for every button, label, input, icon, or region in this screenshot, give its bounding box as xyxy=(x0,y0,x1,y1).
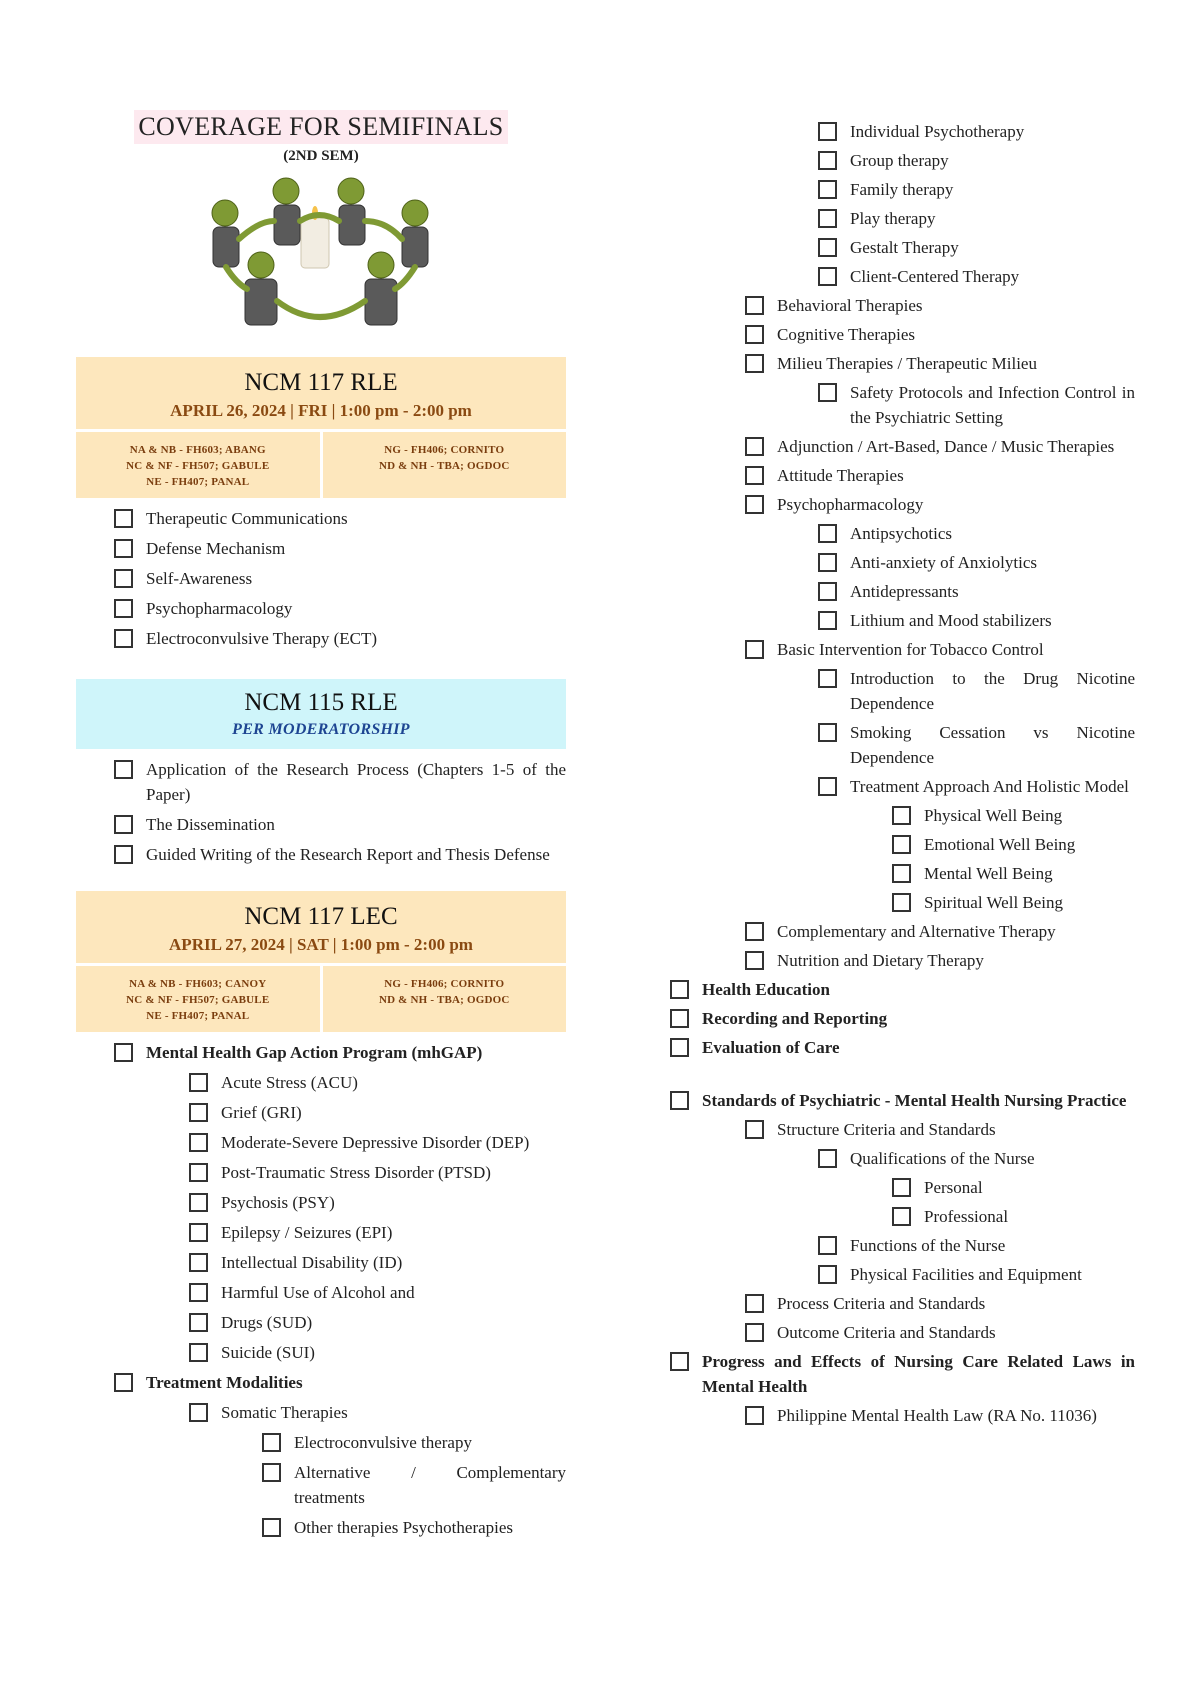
checklist-item xyxy=(818,579,1135,604)
checklist-item xyxy=(745,948,1135,973)
checklist xyxy=(76,1040,566,1540)
item-label: Other therapies Psychotherapies xyxy=(294,1518,514,1537)
checkbox[interactable] xyxy=(818,1265,837,1284)
page-subtitle: (2ND SEM) xyxy=(283,148,359,164)
checkbox[interactable] xyxy=(670,1038,689,1057)
room-entry: NA & NB - FH603; ABANG xyxy=(129,444,266,456)
item-label: Psychosis (PSY) xyxy=(221,1193,335,1212)
checklist-item xyxy=(76,1280,566,1305)
item-label: Self-Awareness xyxy=(146,569,253,588)
item-label: Intellectual Disability (ID) xyxy=(221,1253,403,1272)
checklist-item xyxy=(76,1040,566,1065)
checkbox[interactable] xyxy=(114,815,133,834)
checkbox[interactable] xyxy=(818,267,837,286)
checkbox[interactable] xyxy=(262,1518,281,1537)
checklist-item xyxy=(670,1088,1135,1113)
item-label: Electroconvulsive therapy xyxy=(294,1433,472,1452)
checklist-item xyxy=(76,842,566,867)
room-assignments xyxy=(76,966,566,1032)
section-header xyxy=(76,891,566,963)
item-label: Adjunction / Art-Based, Dance / Music Therapies xyxy=(777,437,1115,456)
checkbox[interactable] xyxy=(818,383,837,402)
item-label: Behavioral Therapies xyxy=(777,296,923,315)
checklist-item xyxy=(745,351,1135,376)
item-label: Qualifications of the Nurse xyxy=(850,1149,1035,1168)
checkbox[interactable] xyxy=(670,980,689,999)
item-label: Milieu Therapies / Therapeutic Milieu xyxy=(777,354,1037,373)
header xyxy=(76,110,566,343)
checklist-item xyxy=(818,206,1135,231)
checkbox[interactable] xyxy=(189,1343,208,1362)
room-entry: NA & NB - FH603; CANOY xyxy=(129,978,267,990)
item-label: Spiritual Well Being xyxy=(924,893,1064,912)
checklist-item xyxy=(670,1349,1135,1399)
item-label: Treatment Approach And Holistic Model xyxy=(850,777,1129,796)
item-label: Attitude Therapies xyxy=(777,466,904,485)
checkbox[interactable] xyxy=(818,553,837,572)
item-label: Standards of Psychiatric - Mental Health Nursing Practice xyxy=(702,1091,1127,1110)
item-label: Acute Stress (ACU) xyxy=(221,1073,358,1092)
checklist-item xyxy=(745,1403,1135,1428)
checkbox[interactable] xyxy=(745,922,764,941)
checkbox[interactable] xyxy=(892,864,911,883)
checklist-item xyxy=(818,119,1135,144)
item-label: Antidepressants xyxy=(850,582,959,601)
ncm117-rle-section xyxy=(76,357,566,651)
checklist-item xyxy=(76,757,566,807)
checkbox[interactable] xyxy=(189,1283,208,1302)
checkbox[interactable] xyxy=(818,151,837,170)
checklist-item xyxy=(76,1400,566,1425)
checkbox[interactable] xyxy=(818,611,837,630)
checkbox[interactable] xyxy=(114,760,133,779)
checkbox[interactable] xyxy=(818,777,837,796)
item-label: Nutrition and Dietary Therapy xyxy=(777,951,984,970)
checkbox[interactable] xyxy=(818,1236,837,1255)
item-label: Progress and Effects of Nursing Care Related Laws in Mental Health xyxy=(702,1352,1135,1396)
item-label: Grief (GRI) xyxy=(221,1103,302,1122)
item-label: Therapeutic Communications xyxy=(146,509,348,528)
checklist-item xyxy=(76,1100,566,1125)
item-label: Evaluation of Care xyxy=(702,1038,840,1057)
checklist-item xyxy=(76,1250,566,1275)
checklist-item xyxy=(745,1117,1135,1142)
item-label: Psychopharmacology xyxy=(146,599,293,618)
item-label: Recording and Reporting xyxy=(702,1009,888,1028)
checklist-item xyxy=(76,1310,566,1335)
item-label: Application of the Research Process (Chapters 1-5 of the Paper) xyxy=(146,760,566,804)
checkbox[interactable] xyxy=(745,437,764,456)
checkbox[interactable] xyxy=(745,354,764,373)
checklist-item xyxy=(76,1460,566,1510)
item-label: Alternative / Complementary treatments xyxy=(294,1463,566,1507)
checklist-item xyxy=(818,1262,1135,1287)
checkbox[interactable] xyxy=(892,835,911,854)
checkbox[interactable] xyxy=(745,1323,764,1342)
checkbox[interactable] xyxy=(189,1223,208,1242)
page-title: COVERAGE FOR SEMIFINALS xyxy=(134,110,507,144)
checklist-item xyxy=(892,861,1135,886)
checklist xyxy=(76,757,566,867)
item-label: Physical Facilities and Equipment xyxy=(850,1265,1082,1284)
checklist-item xyxy=(892,890,1135,915)
checklist-item xyxy=(745,492,1135,517)
item-label: Basic Intervention for Tobacco Control xyxy=(777,640,1044,659)
item-label: Outcome Criteria and Standards xyxy=(777,1323,996,1342)
room-list-right xyxy=(323,966,567,1032)
checklist-item xyxy=(745,322,1135,347)
item-label: Drugs (SUD) xyxy=(221,1313,313,1332)
item-label: Introduction to the Drug Nicotine Dependence xyxy=(850,669,1135,713)
checkbox[interactable] xyxy=(892,806,911,825)
checkbox[interactable] xyxy=(745,325,764,344)
checklist-item xyxy=(76,506,566,531)
checklist-item xyxy=(892,832,1135,857)
checkbox[interactable] xyxy=(818,122,837,141)
checklist-item xyxy=(818,1146,1135,1171)
spacer xyxy=(670,1064,1135,1084)
checklist-item xyxy=(76,566,566,591)
room-entry: NC & NF - FH507; GABULE xyxy=(126,994,270,1006)
item-label: Individual Psychotherapy xyxy=(850,122,1025,141)
checklist-item xyxy=(76,596,566,621)
room-entry: ND & NH - TBA; OGDOC xyxy=(378,460,510,472)
item-label: Somatic Therapies xyxy=(221,1403,348,1422)
checklist-item xyxy=(818,666,1135,716)
checklist-item xyxy=(818,521,1135,546)
checkbox[interactable] xyxy=(114,629,133,648)
item-label: Functions of the Nurse xyxy=(850,1236,1006,1255)
checklist-item xyxy=(745,637,1135,662)
checkbox[interactable] xyxy=(818,1149,837,1168)
checklist-item xyxy=(76,1340,566,1365)
section-subtitle: PER MODERATORSHIP xyxy=(232,721,410,738)
section-header xyxy=(76,357,566,429)
item-label: Emotional Well Being xyxy=(924,835,1076,854)
checklist-item xyxy=(818,720,1135,770)
item-label: Philippine Mental Health Law (RA No. 11036) xyxy=(777,1406,1097,1425)
checkbox[interactable] xyxy=(818,582,837,601)
checkbox[interactable] xyxy=(189,1133,208,1152)
checklist-item xyxy=(670,977,1135,1002)
checklist-item xyxy=(76,1190,566,1215)
item-label: Antipsychotics xyxy=(850,524,952,543)
ncm117-lec-section xyxy=(76,891,566,1540)
checklist xyxy=(76,506,566,651)
item-label: Health Education xyxy=(702,980,830,999)
checkbox[interactable] xyxy=(114,599,133,618)
checklist-item xyxy=(892,1204,1135,1229)
item-label: Process Criteria and Standards xyxy=(777,1294,986,1313)
checklist-item xyxy=(76,812,566,837)
room-list-left xyxy=(76,432,320,498)
room-entry: ND & NH - TBA; OGDOC xyxy=(378,994,510,1006)
item-label: Client-Centered Therapy xyxy=(850,267,1020,286)
room-list-right xyxy=(323,432,567,498)
section-title: NCM 115 RLE xyxy=(244,689,398,716)
item-label: The Dissemination xyxy=(146,815,275,834)
item-label: Psychopharmacology xyxy=(777,495,924,514)
checklist-item xyxy=(818,774,1135,799)
checklist-item xyxy=(818,380,1135,430)
checkbox[interactable] xyxy=(262,1433,281,1452)
checkbox[interactable] xyxy=(818,723,837,742)
checklist-item xyxy=(818,235,1135,260)
checkbox[interactable] xyxy=(189,1193,208,1212)
checkbox[interactable] xyxy=(745,466,764,485)
checkbox[interactable] xyxy=(745,296,764,315)
ncm115-rle-section xyxy=(76,679,566,867)
item-label: Defense Mechanism xyxy=(146,539,286,558)
checklist-item xyxy=(76,1070,566,1095)
checklist-item xyxy=(818,1233,1135,1258)
item-label: Suicide (SUI) xyxy=(221,1343,315,1362)
room-entry: NE - FH407; PANAL xyxy=(146,1010,250,1022)
checklist-item xyxy=(76,1160,566,1185)
checklist-item xyxy=(818,177,1135,202)
section-title: NCM 117 RLE xyxy=(244,369,398,396)
checklist-item xyxy=(745,463,1135,488)
checklist-item xyxy=(745,293,1135,318)
right-column xyxy=(670,115,1135,1432)
item-label: Electroconvulsive Therapy (ECT) xyxy=(146,629,377,648)
checkbox[interactable] xyxy=(189,1253,208,1272)
checklist-item xyxy=(892,1175,1135,1200)
checkbox[interactable] xyxy=(745,1294,764,1313)
checklist-item xyxy=(745,1320,1135,1345)
item-label: Mental Well Being xyxy=(924,864,1053,883)
checkbox[interactable] xyxy=(745,951,764,970)
item-label: Moderate-Severe Depressive Disorder (DEP) xyxy=(221,1133,530,1152)
checkbox[interactable] xyxy=(745,1406,764,1425)
checklist-item xyxy=(76,536,566,561)
checkbox[interactable] xyxy=(892,1207,911,1226)
checklist-item xyxy=(670,1035,1135,1060)
checkbox[interactable] xyxy=(818,209,837,228)
checkbox[interactable] xyxy=(114,1373,133,1392)
item-label: Complementary and Alternative Therapy xyxy=(777,922,1056,941)
checkbox[interactable] xyxy=(818,238,837,257)
item-label: Post-Traumatic Stress Disorder (PTSD) xyxy=(221,1163,491,1182)
checkbox[interactable] xyxy=(262,1463,281,1482)
room-list-left xyxy=(76,966,320,1032)
checkbox[interactable] xyxy=(189,1073,208,1092)
item-label: Safety Protocols and Infection Control in the Psychiatric Setting xyxy=(850,383,1135,427)
checkbox[interactable] xyxy=(114,539,133,558)
ogre-circle-illustration xyxy=(201,173,441,343)
checkbox[interactable] xyxy=(745,640,764,659)
checklist-item xyxy=(76,626,566,651)
room-entry: NE - FH407; PANAL xyxy=(146,476,250,488)
checkbox[interactable] xyxy=(114,569,133,588)
checkbox[interactable] xyxy=(114,1043,133,1062)
checklist-item xyxy=(892,803,1135,828)
section-date: APRIL 27, 2024 | SAT | 1:00 pm - 2:00 pm xyxy=(169,935,473,954)
checkbox[interactable] xyxy=(745,495,764,514)
checklist-item xyxy=(818,264,1135,289)
item-label: Family therapy xyxy=(850,180,954,199)
checklist-item xyxy=(76,1220,566,1245)
checklist-item xyxy=(818,148,1135,173)
item-label: Mental Health Gap Action Program (mhGAP) xyxy=(146,1043,483,1062)
checklist-item xyxy=(670,1006,1135,1031)
section-header xyxy=(76,679,566,749)
checkbox[interactable] xyxy=(892,893,911,912)
item-label: Harmful Use of Alcohol and xyxy=(221,1283,415,1302)
checklist-item xyxy=(76,1130,566,1155)
item-label: Smoking Cessation vs Nicotine Dependence xyxy=(850,723,1135,767)
item-label: Group therapy xyxy=(850,151,949,170)
checkbox[interactable] xyxy=(818,524,837,543)
section-title: NCM 117 LEC xyxy=(244,903,398,930)
item-label: Guided Writing of the Research Report and Thesis Defense xyxy=(146,845,550,864)
checkbox[interactable] xyxy=(189,1313,208,1332)
checklist-item xyxy=(745,1291,1135,1316)
room-entry: NC & NF - FH507; GABULE xyxy=(126,460,270,472)
checklist-item xyxy=(76,1515,566,1540)
checkbox[interactable] xyxy=(818,669,837,688)
room-assignments xyxy=(76,432,566,498)
checklist-item xyxy=(76,1370,566,1395)
checkbox[interactable] xyxy=(892,1178,911,1197)
checklist-item xyxy=(745,919,1135,944)
item-label: Cognitive Therapies xyxy=(777,325,916,344)
item-label: Personal xyxy=(924,1178,983,1197)
checkbox[interactable] xyxy=(818,180,837,199)
checkbox[interactable] xyxy=(114,509,133,528)
checkbox[interactable] xyxy=(670,1091,689,1110)
checkbox[interactable] xyxy=(189,1163,208,1182)
checkbox[interactable] xyxy=(189,1403,208,1422)
section-date: APRIL 26, 2024 | FRI | 1:00 pm - 2:00 pm xyxy=(170,401,472,420)
item-label: Anti-anxiety of Anxiolytics xyxy=(850,553,1037,572)
item-label: Structure Criteria and Standards xyxy=(777,1120,996,1139)
checklist-item xyxy=(745,434,1135,459)
item-label: Professional xyxy=(924,1207,1009,1226)
left-column xyxy=(76,110,566,1545)
checkbox[interactable] xyxy=(670,1009,689,1028)
item-label: Physical Well Being xyxy=(924,806,1063,825)
checkbox[interactable] xyxy=(114,845,133,864)
checkbox[interactable] xyxy=(745,1120,764,1139)
item-label: Treatment Modalities xyxy=(146,1373,303,1392)
checklist-item xyxy=(818,608,1135,633)
item-label: Epilepsy / Seizures (EPI) xyxy=(221,1223,393,1242)
item-label: Play therapy xyxy=(850,209,936,228)
room-entry: NG - FH406; CORNITO xyxy=(384,978,505,990)
checkbox[interactable] xyxy=(189,1103,208,1122)
item-label: Lithium and Mood stabilizers xyxy=(850,611,1052,630)
checkbox[interactable] xyxy=(670,1352,689,1371)
checklist-item xyxy=(76,1430,566,1455)
item-label: Gestalt Therapy xyxy=(850,238,959,257)
room-entry: NG - FH406; CORNITO xyxy=(384,444,505,456)
checklist-item xyxy=(818,550,1135,575)
